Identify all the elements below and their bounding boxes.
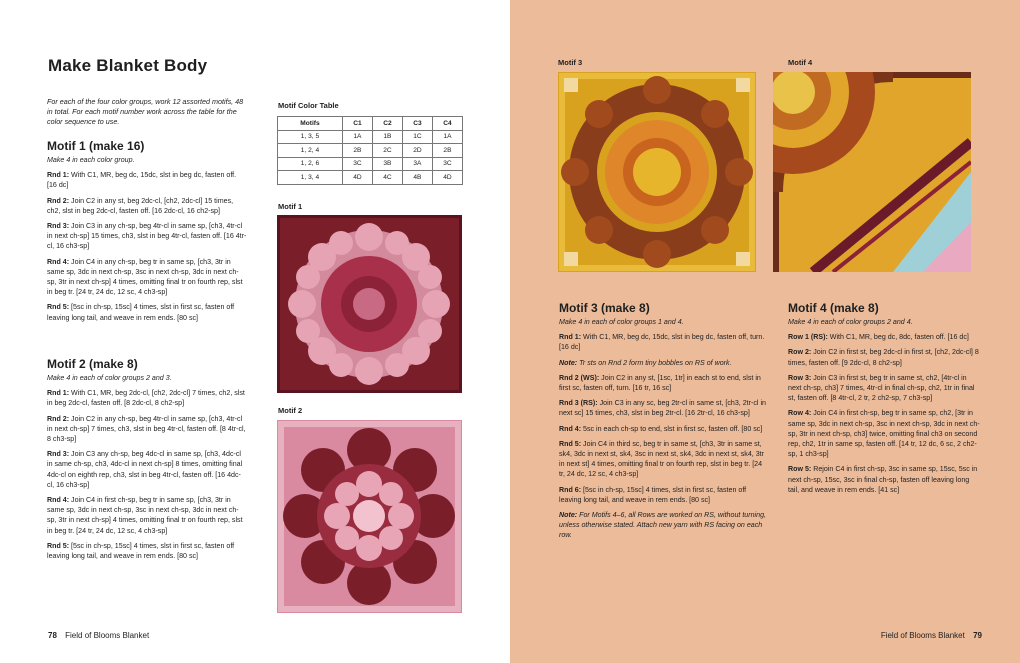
motif4-row4: Row 4: Join C4 in first ch-sp, beg tr in same sp, ch2, [3tr in same sp, 3dc in next ch-sp, 3sc in next ch-sp, 3dc in next ch-sp, 3tr in next ch-sp, ch3] twice, omitting final ch3 on second rep, ch2, 1tr in same sp, fasten off. [14 tr, 12 dc, 6 sc, 2 ch2-sp, 1 ch3-sp] — [788, 409, 980, 459]
table-row — [278, 171, 463, 185]
motif3-note-bobbles: Note: Tr sts on Rnd 2 form tiny bobbles on RS of work. — [559, 358, 732, 367]
motif3-note-rows: Note: For Motifs 4–6, all Rows are worked on RS, without turning, unless otherwise stated. Attach new yarn with RS facing on each row. — [559, 511, 766, 540]
right-footer-title: Field of Blooms Blanket — [880, 631, 965, 640]
motif1-rnd1: Rnd 1: With C1, MR, beg dc, 15dc, slst in beg dc, fasten off. [16 dc] — [47, 171, 237, 190]
motif1-rnd5: Rnd 5: [5sc in ch-sp, 15sc] 4 times, slst in first sc, fasten off leaving long tail, and weave in rem ends. [80 sc] — [47, 303, 235, 322]
motif2-rnd4: Rnd 4: Join C4 in first ch-sp, beg tr in same sp, [ch3, 3tr in same sp, 3dc in next ch-sp, 3sc in next ch-sp, 3dc in next ch-sp, 3tr in next ch-sp] 4 times, omitting final tr on fourth rep, slst in beg tr. [24 tr, 24 dc, 12 sc, 4 ch3-sp] — [47, 496, 243, 535]
motif3-instructions — [559, 301, 769, 546]
motif4-row1: Row 1 (RS): With C1, MR, beg dc, 8dc, fasten off. [16 dc] — [788, 333, 969, 342]
table-header-cell: Motifs — [278, 117, 343, 131]
motif3-title: Motif 3 (make 8) — [559, 301, 650, 315]
table-cell: 1A — [432, 130, 462, 144]
motif2-title: Motif 2 (make 8) — [47, 357, 138, 371]
motif3-photo — [558, 72, 756, 272]
table-cell: 1, 2, 6 — [278, 157, 343, 171]
left-footer — [48, 631, 149, 640]
table-header-cell: C4 — [432, 117, 462, 131]
table-cell: 1A — [342, 130, 372, 144]
table-cell: 2C — [372, 144, 402, 158]
motif1-photo — [277, 215, 462, 393]
motif4-photo-label: Motif 4 — [788, 58, 813, 67]
intro-text: For each of the four color groups, work 12 assorted motifs, 48 in total. For each motif number work across the table for the color sequence to use. — [47, 97, 244, 126]
motif3-rnd6: Rnd 6: [5sc in ch-sp, 15sc] 4 times, slst in first sc, fasten off leaving long tail, and weave in rem ends. [80 sc] — [559, 485, 747, 504]
motif3-rnd3: Rnd 3 (RS): Join C3 in any sc, beg 2tr-cl in same st, [ch3, 2tr-cl in next sc] 15 times, ch3, slst in beg 2tr-cl. [16 2tr-cl, 16 ch3-sp] — [559, 399, 766, 418]
motif1-photo-label: Motif 1 — [278, 202, 303, 211]
table-cell: 3B — [372, 157, 402, 171]
motif2-rnd3: Rnd 3: Join C3 any ch-sp, beg 4dc-cl in same sp, [ch3, 4dc-cl in same ch-sp, ch3, 4dc-cl in next ch-sp] 8 times, omitting final 4dc-cl on eighth rep, ch3, slst in beg 4tr-cl, fasten off. [16 4dc-cl, 16 ch3-sp] — [47, 450, 243, 489]
motif4-instructions — [788, 301, 980, 500]
motif1-title: Motif 1 (make 16) — [47, 139, 145, 153]
table-cell: 2B — [432, 144, 462, 158]
table-header-cell: C3 — [402, 117, 432, 131]
table-cell: 1, 3, 4 — [278, 171, 343, 185]
table-cell: 3C — [432, 157, 462, 171]
table-row — [278, 130, 463, 144]
motif2-photo-label: Motif 2 — [278, 406, 303, 415]
motif4-photo — [773, 72, 971, 272]
right-page-number: 79 — [973, 631, 982, 640]
motif4-row2: Row 2: Join C2 in first st, beg 2dc-cl in first st, [ch2, 2dc-cl] 8 times, fasten off. [9 2dc-cl, 8 ch2-sp] — [788, 348, 979, 367]
motif2-rnd1: Rnd 1: With C1, MR, beg 2dc-cl, [ch2, 2dc-cl] 7 times, ch2, slst in beg 2dc-cl, fasten off. [8 2dc-cl, 8 ch2-sp] — [47, 389, 245, 408]
page-heading: Make Blanket Body — [48, 56, 208, 75]
table-header-cell: C1 — [342, 117, 372, 131]
table-cell: 3A — [402, 157, 432, 171]
motif2-rnd5: Rnd 5: [5sc in ch-sp, 15sc] 4 times, slst in first sc, fasten off leaving long tail, and weave in rem ends. [80 sc] — [47, 541, 235, 561]
motif4-note: Make 4 in each of color groups 2 and 4. — [788, 318, 913, 326]
table-cell: 4C — [372, 171, 402, 185]
left-page-number: 78 — [48, 631, 57, 640]
right-footer — [881, 631, 982, 640]
motif3-rnd4: Rnd 4: 5sc in each ch-sp to end, slst in first sc, fasten off. [80 sc] — [559, 424, 763, 433]
motif3-photo-label: Motif 3 — [558, 58, 583, 67]
table-cell: 2B — [342, 144, 372, 158]
table-cell: 1, 2, 4 — [278, 144, 343, 158]
motif3-note: Make 4 in each of color groups 1 and 4. — [559, 318, 684, 326]
motif3-rnd2: Rnd 2 (WS): Join C2 in any st, [1sc, 1tr] in each st to end, slst in first sc, fasten off, turn. [16 tr, 16 sc] — [559, 373, 761, 393]
motif4-row5: Row 5: Rejoin C4 in first ch-sp, 3sc in same sp, 15sc, 5sc in next ch-sp, 15sc, 3sc in final ch-sp, fasten off leaving long tail, and weave in rem ends. [41 sc] — [788, 465, 978, 494]
motif3-rnd5: Rnd 5: Join C4 in third sc, beg tr in same st, [ch3, 3tr in same st, sk4, 3dc in next st, sk4, 3sc in next st, sk4, 3dc in next st, sk4, 3tr in next st] 4 times, omitting final tr on fourth rep, slst in beg tr. [24 tr, 24 dc, 12 sc, 4 ch3-sp] — [559, 439, 765, 479]
table-row — [278, 144, 463, 158]
motif1-rnd3: Rnd 3: Join C3 in any ch-sp, beg 4tr-cl in same sp, [ch3, 4tr-cl in next ch-sp] 15 times, ch3, slst in beg 4tr-cl, fasten off. [16 4tr-cl, 16 ch3-sp] — [47, 222, 247, 251]
motif1-instructions — [47, 139, 247, 328]
table-cell: 1B — [372, 130, 402, 144]
motif2-instructions — [47, 357, 247, 566]
motif1-rnd4: Rnd 4: Join C4 in any ch-sp, beg tr in same sp, [ch3, 3tr in same sp, 3dc in next ch-sp, 3sc in next ch-sp, 3dc in next ch-sp, 3tr in next ch-sp] 4 times, omitting final tr on fourth rep, slst in beg tr. [24 tr, 24 dc, 12 sc, 4 ch3-sp] — [47, 257, 243, 297]
left-footer-title: Field of Blooms Blanket — [65, 631, 150, 640]
motif1-note: Make 4 in each color group. — [47, 156, 135, 164]
motif2-rnd2: Rnd 2: Join C2 in any ch-sp, beg 4tr-cl in same sp, [ch3, 4tr-cl in next ch-sp] 7 times, ch3, slst in beg 4tr-cl, fasten off. [8 4tr-cl, 8 ch3-sp] — [47, 414, 246, 444]
motif3-rnd1: Rnd 1: With C1, MR, beg dc, 15dc, slst in beg dc, fasten off, turn. [16 dc] — [559, 333, 765, 352]
table-header-row — [278, 117, 463, 131]
table-cell: 1, 3, 5 — [278, 130, 343, 144]
motif2-note: Make 4 in each of color groups 2 and 3. — [47, 374, 172, 382]
motif4-row3: Row 3: Join C3 in first st, beg tr in same st, ch2, [4tr-cl in next ch-sp, ch3] 7 times, 4tr-cl in final ch-sp, ch2, 1tr in final st, fasten off. [8 4tr-cl, 2 tr, 2 ch2-sp, 7 ch3-sp] — [788, 373, 975, 403]
motif-color-table — [277, 116, 463, 185]
table-cell: 2D — [402, 144, 432, 158]
motif1-rnd2: Rnd 2: Join C2 in any st, beg 2dc-cl, [ch2, 2dc-cl] 15 times, ch2, slst in beg 2dc-cl, fasten off. [16 2dc-cl, 16 ch2-sp] — [47, 196, 234, 215]
motif4-title: Motif 4 (make 8) — [788, 301, 879, 315]
right-page — [510, 0, 1020, 663]
table-cell: 4D — [342, 171, 372, 185]
table-row — [278, 157, 463, 171]
table-cell: 1C — [402, 130, 432, 144]
table-header-cell: C2 — [372, 117, 402, 131]
table-cell: 3C — [342, 157, 372, 171]
color-table-title: Motif Color Table — [278, 101, 339, 110]
motif2-photo — [277, 420, 462, 613]
table-cell: 4B — [402, 171, 432, 185]
table-cell: 4D — [432, 171, 462, 185]
